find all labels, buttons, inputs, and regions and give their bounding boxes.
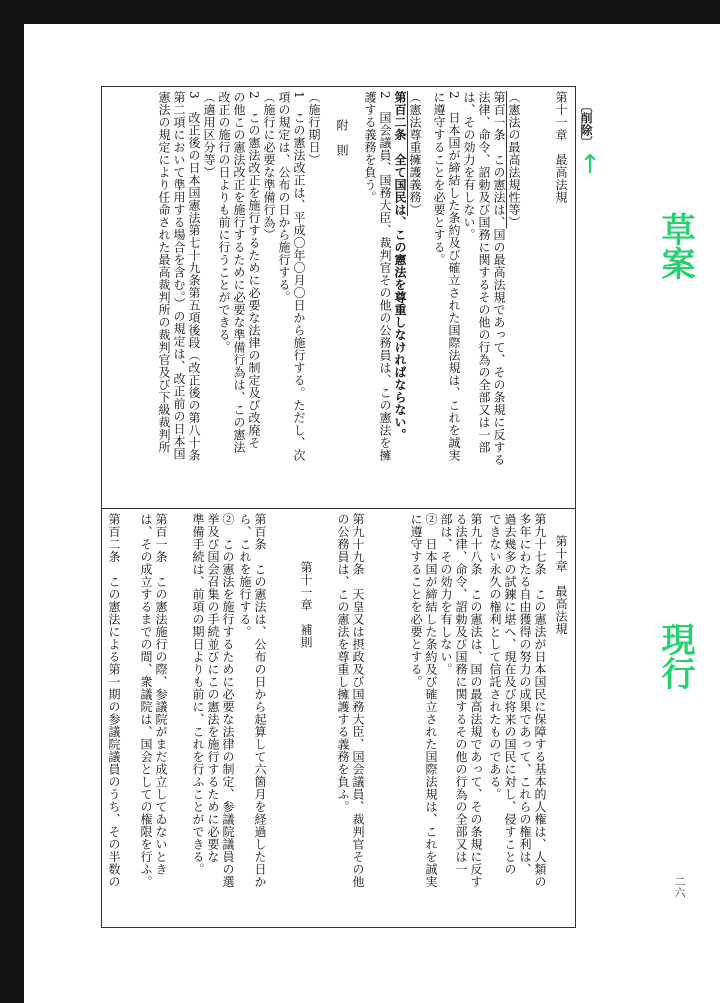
draft-line-22: 憲法の規定により任命された最高裁判所の裁判官及び下級裁判所 (157, 91, 171, 454)
current-chapter-title: 第十章 最高法規 (554, 535, 568, 635)
current-line-18: は、その成立するまでの間、衆議院は、国会としての権限を行ふ。 (139, 513, 153, 888)
draft-line-6: に遵守することを必要とする。 (432, 91, 446, 266)
draft-line-2: 第百一条 この憲法は、国の最高法規であって、その条規に反する (492, 91, 506, 466)
current-line-8: ② 日本国が締結した条約及び確立された国際法規は、これを誠実 (424, 513, 438, 888)
current-line-15: 挙及び国会召集の手続並びにこの憲法を施行するために必要な (206, 513, 220, 863)
top-black-bar (0, 0, 720, 24)
deleted-marker: 〔削除〕 (579, 100, 593, 148)
current-line-10: 第九十九条 天皇又は摂政及び国務大臣、国会議員、裁判官その他 (351, 513, 365, 888)
draft-label: 草案 (655, 212, 695, 280)
draft-line-13: 1 この憲法改正は、平成〇年〇月〇日から施行する。ただし、次 (292, 91, 306, 462)
draft-line-7: （憲法尊重擁護義務） (408, 91, 422, 216)
current-line-1: 第九十七条 この憲法が日本国民に保障する基本的人権は、人類の (533, 513, 547, 888)
page-number: 二六 (673, 876, 686, 898)
current-line-19: 第百二条 この憲法による第一期の参議院議員のうち、その半数の (107, 513, 121, 888)
current-chapter2-title: 第十一章 補則 (299, 561, 313, 649)
current-line-14: ② この憲法を施行するために必要な法律の制定、参議院議員の選 (221, 513, 235, 888)
current-pane (102, 513, 575, 925)
draft-line-9: 2 国会議員、国務大臣、裁判官その他の公務員は、この憲法を擁 (378, 91, 392, 462)
draft-line-16: 2 この憲法改正を施行するために必要な法律の制定及び改廃そ (247, 91, 261, 450)
current-line-6: る法律、命令、詔勅及び国務に関するその他の行為の全部又は一 (454, 513, 468, 876)
draft-line-14: 項の規定は、公布の日から施行する。 (277, 91, 291, 304)
draft-line-4: は、その効力を有しない。 (462, 91, 476, 241)
current-line-3: 過去幾多の試錬に堪へ、現在及び将来の国民に対し、侵すことの (503, 513, 517, 876)
draft-line-3: 法律、命令、詔勅及び国務に関するその他の行為の全部又は一部 (477, 91, 491, 454)
current-line-16: 準備手続は、前項の期日よりも前に、これを行ふことができる。 (191, 513, 205, 876)
draft-line-19: （適用区分等） (202, 91, 216, 179)
current-line-12: 第百条 この憲法は、公布の日から起算して六箇月を経過した日か (253, 513, 267, 888)
draft-line-8: 第百二条 全て国民は、この憲法を尊重しなければならない。 (393, 91, 407, 441)
current-line-4: できない永久の権利として信託されたものである。 (488, 513, 502, 801)
draft-line-12: （施行期日） (307, 91, 321, 166)
current-line-2: 多年にわたる自由獲得の努力の成果であって、これらの権利は、 (518, 513, 532, 876)
draft-line-10: 護する義務を負う。 (363, 91, 377, 204)
left-black-bar (0, 24, 24, 1003)
draft-line-18: 改正の施行の日よりも前に行うことができる。 (217, 91, 231, 354)
draft-chapter-title: 第十一章 最高法規 (554, 91, 568, 204)
current-line-17: 第百一条 この憲法施行の際、参議院がまだ成立してゐないとき (154, 513, 168, 876)
current-line-5: 第九十八条 この憲法は、国の最高法規であって、その条規に反す (469, 513, 483, 888)
current-line-7: 部は、その効力を有しない。 (439, 513, 453, 676)
up-arrow-icon: ↑ (579, 150, 601, 180)
current-line-13: ら、これを施行する。 (238, 513, 252, 638)
draft-line-20: 3 改正後の日本国憲法第七十九条第五項後段（改正後の第八十条 (187, 91, 201, 462)
draft-pane (102, 91, 575, 503)
draft-line-17: の他この憲法改正を施行するために必要な準備行為は、この憲法 (232, 91, 246, 454)
pane-divider (102, 508, 575, 509)
draft-supplementary-heading: 附 則 (335, 119, 349, 157)
current-line-9: に遵守することを必要とする。 (409, 513, 423, 688)
draft-line-21: 第二項において準用する場合を含む。）の規定は、改正前の日本国 (172, 91, 186, 460)
draft-line-5: 2 日本国が締結した条約及び確立された国際法規は、これを誠実 (447, 91, 461, 462)
current-line-11: の公務員は、この憲法を尊重し擁護する義務を負ふ。 (336, 513, 350, 813)
draft-line-1: （憲法の最高法規性等） (507, 91, 521, 229)
draft-line-15: （施行に必要な準備行為） (262, 91, 276, 241)
current-label: 現行 (655, 622, 695, 690)
comparison-table (101, 86, 576, 928)
